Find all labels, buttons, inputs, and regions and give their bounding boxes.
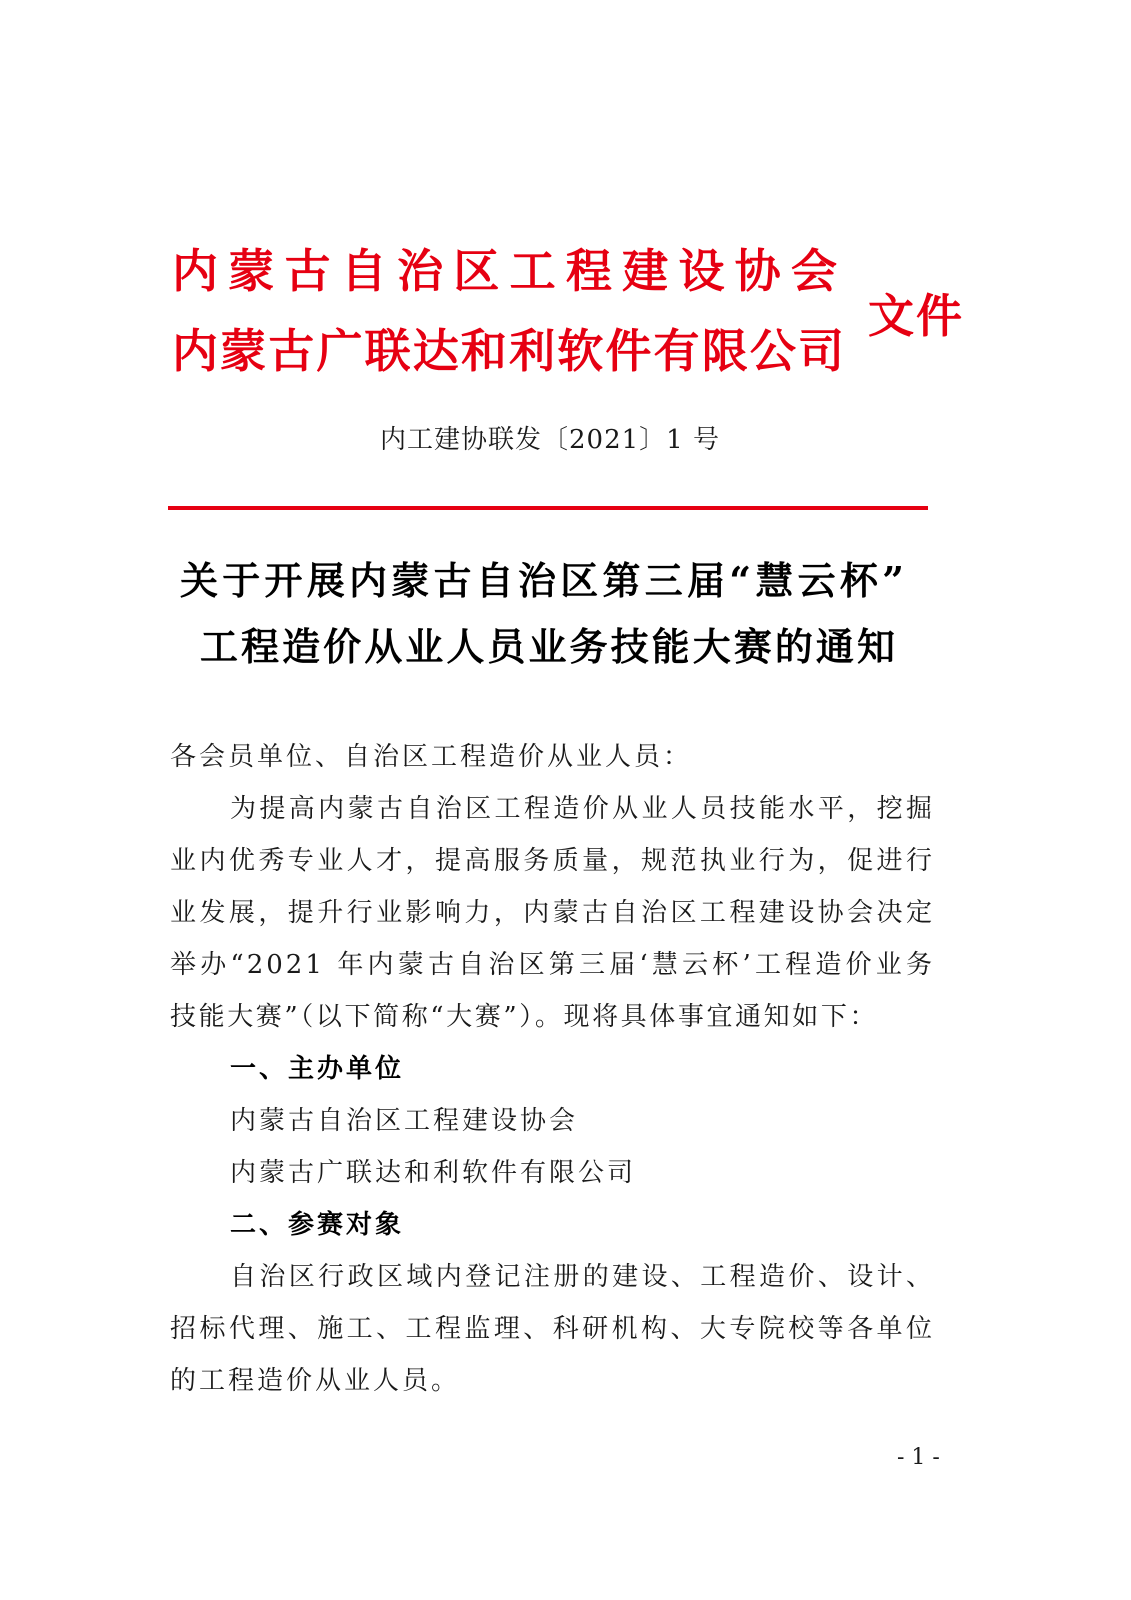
participants-paragraph-line: 的工程造价从业人员。 (170, 1366, 461, 1396)
document-title-line-1: 关于开展内蒙古自治区第三届“慧云杯” (180, 558, 905, 603)
intro-paragraph-line: 业发展，提升行业影响力，内蒙古自治区工程建设协会决定 (170, 898, 935, 928)
section-heading-organizers: 一、主办单位 (230, 1054, 405, 1084)
page-number: - 1 - (897, 1445, 940, 1470)
organizer-item: 内蒙古广联达和利软件有限公司 (230, 1158, 637, 1188)
header-divider-rule (168, 506, 928, 510)
section-heading-participants: 二、参赛对象 (230, 1210, 405, 1240)
document-label: 文件 (868, 289, 964, 343)
intro-paragraph-line: 技能大赛”（以下简称“大赛”）。现将具体事宜通知如下： (170, 1002, 879, 1032)
document-number: 内工建协联发〔2021〕1 号 (380, 425, 720, 455)
document-title-line-2: 工程造价从业人员业务技能大赛的通知 (200, 624, 897, 669)
intro-paragraph-line: 为提高内蒙古自治区工程造价从业人员技能水平，挖掘 (230, 794, 935, 824)
salutation: 各会员单位、自治区工程造价从业人员： (170, 742, 693, 772)
organizer-item: 内蒙古自治区工程建设协会 (230, 1106, 579, 1136)
issuer-name-association: 内蒙古自治区工程建设协会 (172, 244, 845, 298)
intro-paragraph-line: 举办“2021 年内蒙古自治区第三届‘慧云杯’工程造价业务 (170, 950, 935, 980)
intro-paragraph-line: 业内优秀专业人才，提高服务质量，规范执业行为，促进行 (170, 846, 935, 876)
issuer-name-company: 内蒙古广联达和利软件有限公司 (172, 324, 845, 378)
document-body (170, 731, 935, 1407)
participants-paragraph-line: 招标代理、施工、工程监理、科研机构、大专院校等各单位 (170, 1314, 935, 1344)
participants-paragraph-line: 自治区行政区域内登记注册的建设、工程造价、设计、 (230, 1262, 935, 1292)
